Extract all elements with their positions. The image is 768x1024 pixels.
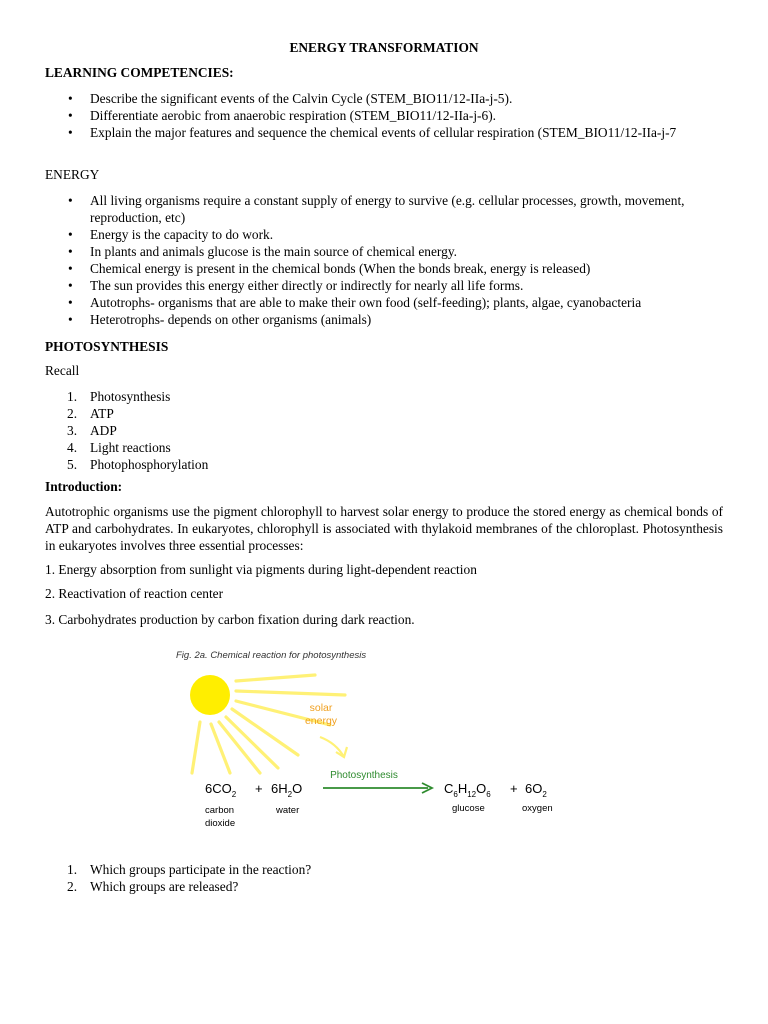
list-item: • Heterotrophs- depends on other organisms (animals) <box>45 311 723 328</box>
list-item: • Describe the significant events of the Calvin Cycle (STEM_BIO11/12-IIa-j-5). <box>45 90 723 107</box>
introduction-paragraph: Autotrophic organisms use the pigment chlorophyll to harvest solar energy to produce the stored energy as chemical bonds of ATP and carbohydrates. In eukaryotes, chlorophyll is associated with thylakoid membranes of the chloroplast. Photosynthesis in eukaryotes involves three essential processes: <box>45 504 723 553</box>
list-item: 2. ATP <box>67 406 114 421</box>
sun-icon <box>190 675 230 715</box>
plus-sign: + <box>255 781 263 796</box>
label-glucose: glucose <box>452 803 485 814</box>
energy-list <box>45 192 723 328</box>
list-item: • The sun provides this energy either directly or indirectly for nearly all life forms. <box>45 277 723 294</box>
list-item: • Explain the major features and sequence the chemical events of cellular respiration (STEM_BIO11/12-IIa-j-7 <box>45 124 723 141</box>
recall-list <box>45 388 723 473</box>
process-item: 3. Carbohydrates production by carbon fixation during dark reaction. <box>45 612 415 627</box>
list-item: • In plants and animals glucose is the main source of chemical energy. <box>45 243 723 260</box>
list-item: 2. Which groups are released? <box>67 879 239 894</box>
label-water: water <box>276 805 300 816</box>
label-dioxide: dioxide <box>205 818 236 829</box>
reactant-co2: $6CO_2$ <box>205 781 237 799</box>
list-item: • All living organisms require a constant supply of energy to survive (e.g. cellular processes, growth, movement, reproduction, etc) <box>45 192 723 226</box>
list-item: • Autotrophs- organisms that are able to make their own food (self-feeding); plants, algae, cyanobacteria <box>45 294 723 311</box>
list-item: 4. Light reactions <box>67 440 171 455</box>
document-title: ENERGY TRANSFORMATION <box>289 40 479 55</box>
reactant-h2o: $6H_2O$ <box>271 781 303 799</box>
solar-energy-label: solar <box>309 702 333 714</box>
competencies-heading: LEARNING COMPETENCIES: <box>45 65 234 80</box>
product-oxygen: $6O_2$ <box>525 781 547 799</box>
introduction-heading: Introduction: <box>45 479 123 494</box>
label-carbon: carbon <box>205 805 235 816</box>
solar-energy-label: energy <box>304 715 338 727</box>
plus-sign: + <box>510 781 518 796</box>
list-item: 1. Which groups participate in the reaction? <box>67 862 312 877</box>
list-item: • Chemical energy is present in the chemical bonds (When the bonds break, energy is released) <box>45 260 723 277</box>
list-item: 3. ADP <box>67 423 117 438</box>
product-glucose: $C_6H_{12}O_6$ <box>444 781 491 799</box>
photosynthesis-heading: PHOTOSYNTHESIS <box>45 339 169 354</box>
recall-label: Recall <box>45 363 80 378</box>
list-item: • Energy is the capacity to do work. <box>45 226 723 243</box>
list-item: 1. Photosynthesis <box>67 389 171 404</box>
questions-list <box>45 861 723 895</box>
list-item: 5. Photophosphorylation <box>67 457 209 472</box>
competencies-list <box>45 90 723 141</box>
list-item: • Differentiate aerobic from anaerobic respiration (STEM_BIO11/12-IIa-j-6). <box>45 107 723 124</box>
energy-heading: ENERGY <box>45 167 100 182</box>
label-oxygen: oxygen <box>522 803 553 814</box>
photosynthesis-arrow-label: Photosynthesis <box>330 770 398 781</box>
figure-caption: Fig. 2a. Chemical reaction for photosynthesis <box>176 650 367 661</box>
photosynthesis-figure <box>170 645 590 835</box>
process-item: 2. Reactivation of reaction center <box>45 586 224 601</box>
process-item: 1. Energy absorption from sunlight via pigments during light-dependent reaction <box>45 562 477 577</box>
